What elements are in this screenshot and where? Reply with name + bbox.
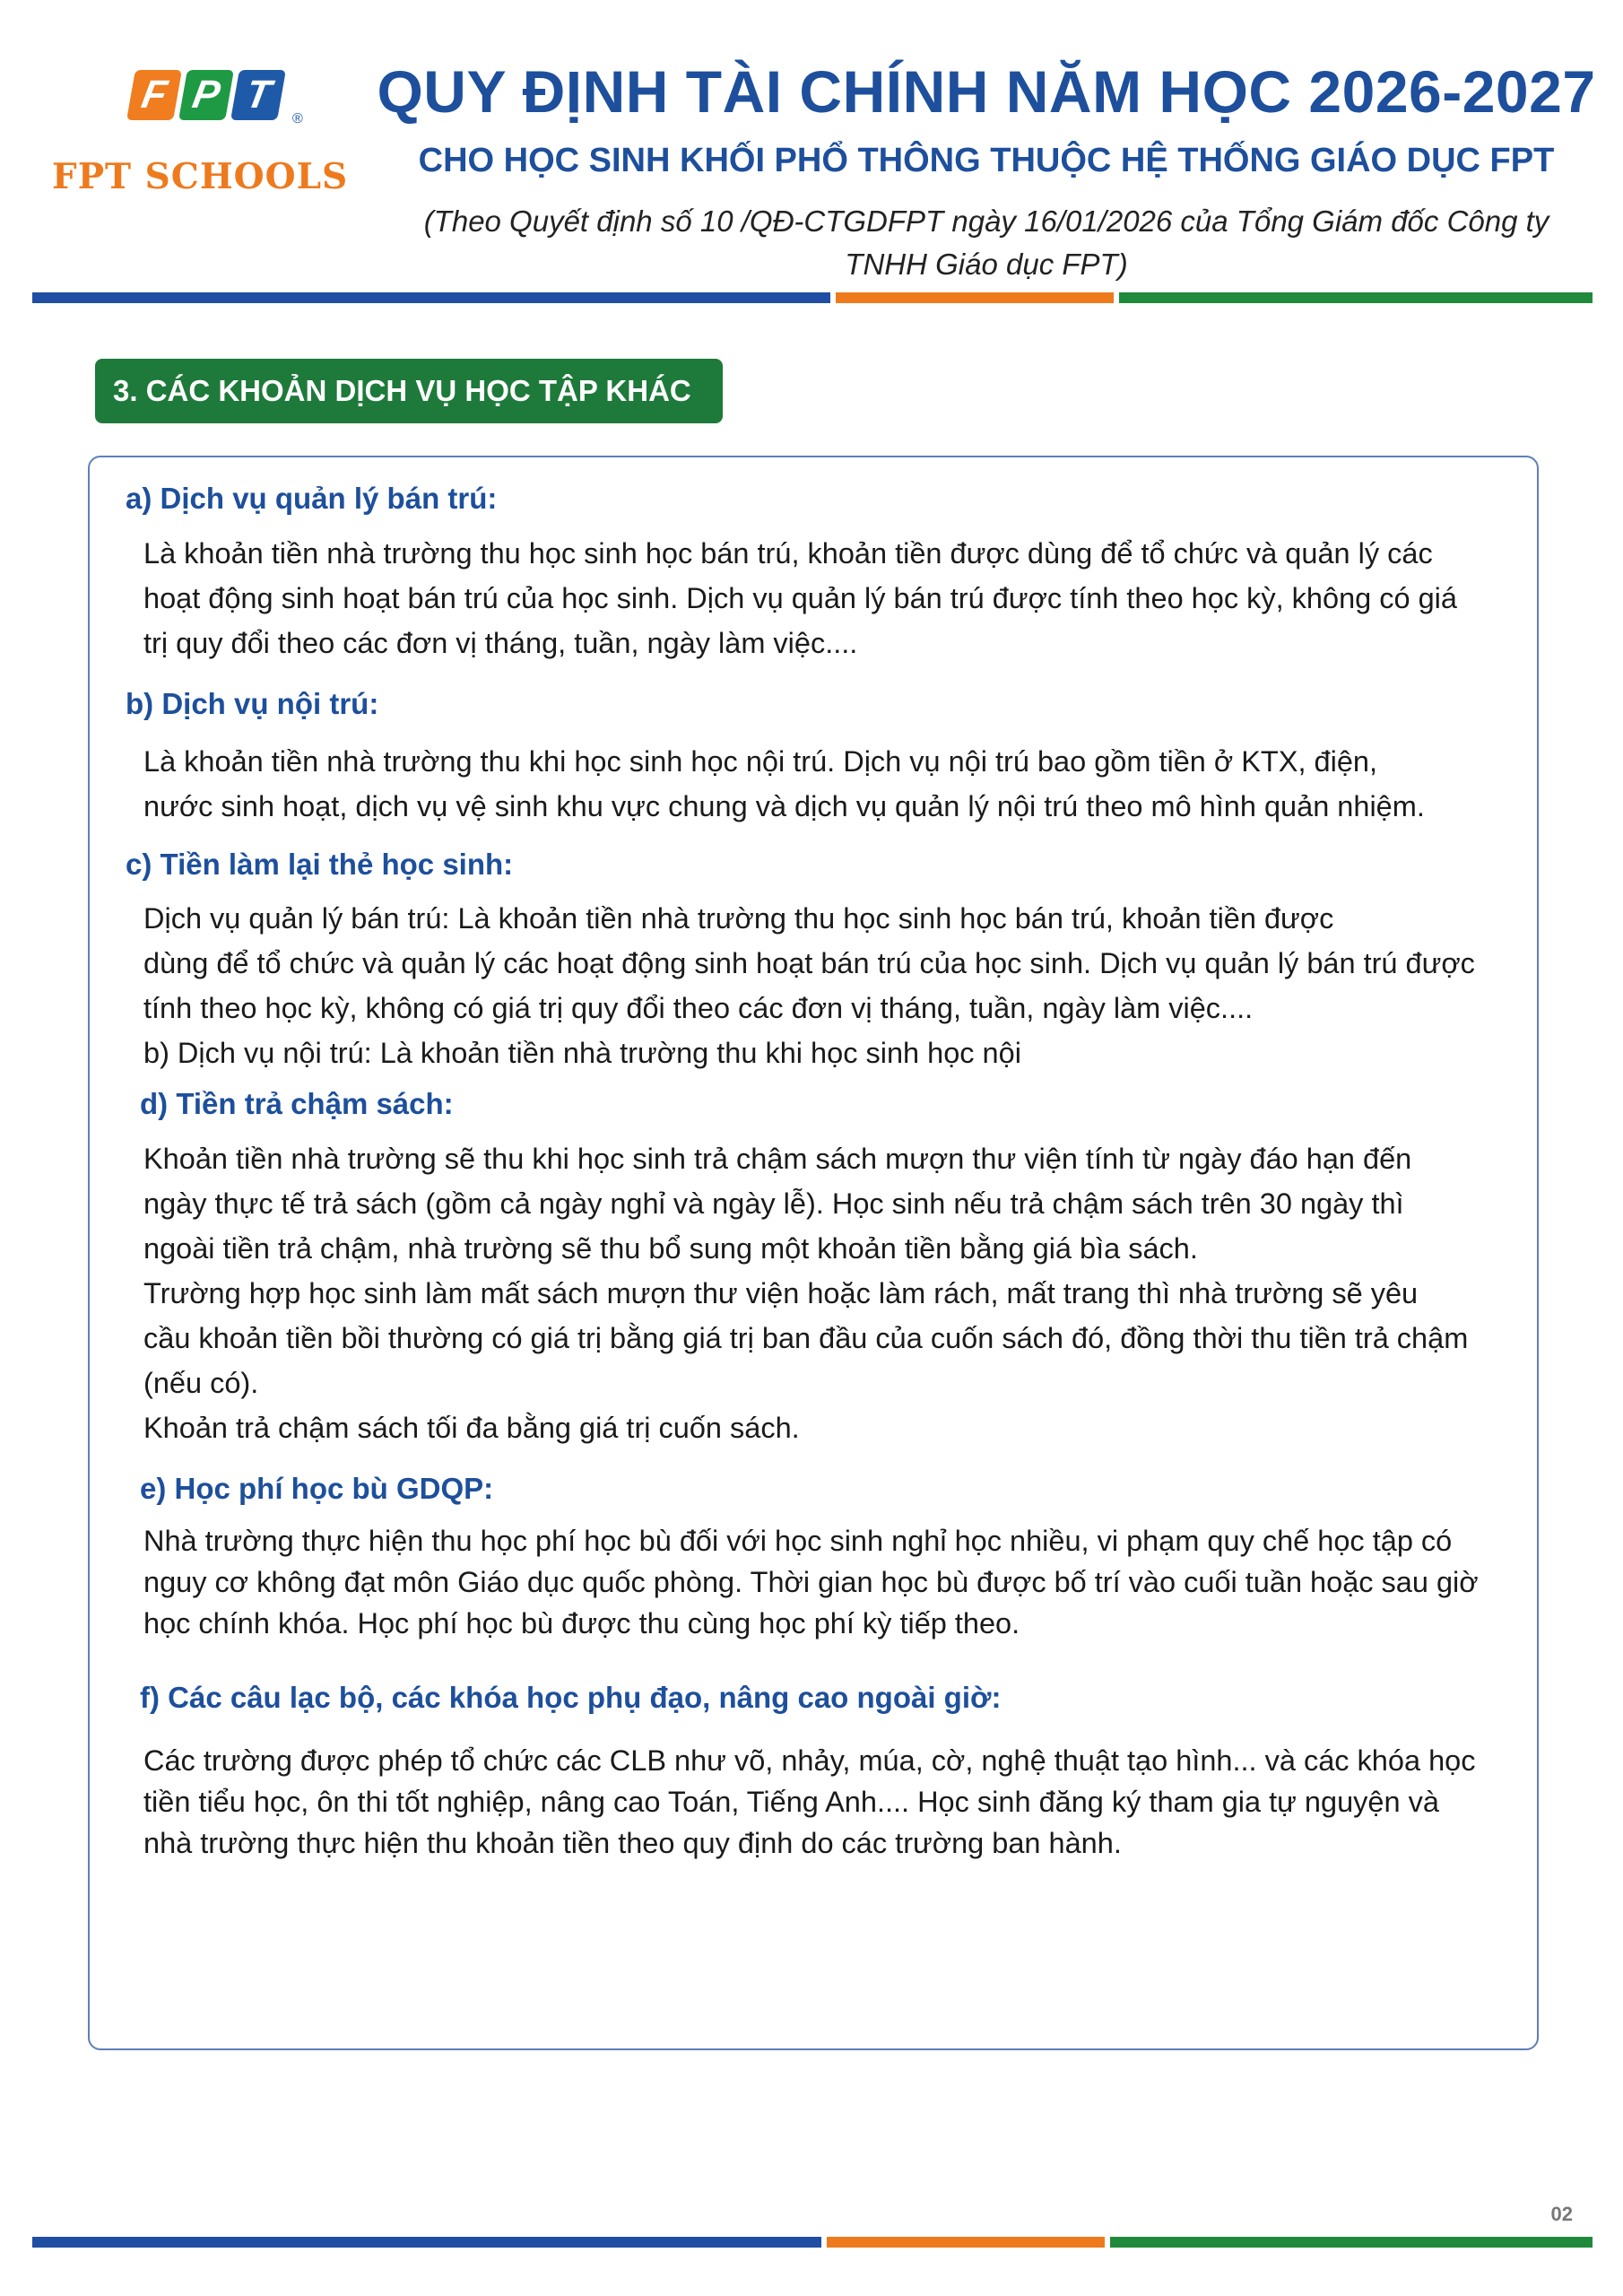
item-c-heading: c) Tiền làm lại thẻ học sinh: — [126, 848, 514, 881]
item-d-heading: d) Tiền trả chậm sách: — [140, 1087, 454, 1120]
registered-mark: ® — [292, 111, 303, 126]
section-title: 3. CÁC KHOẢN DỊCH VỤ HỌC TẬP KHÁC — [95, 359, 723, 423]
decision-note: (Theo Quyết định số 10 /QĐ-CTGDFPT ngày 16/01/2026 của Tổng Giám đốc Công ty TNHH Giáo dục FPT) — [423, 204, 1549, 281]
logo-tile-p: P — [178, 70, 234, 120]
header-divider — [32, 292, 1593, 303]
logo-tile-t: T — [230, 70, 286, 120]
document-title: QUY ĐỊNH TÀI CHÍNH NĂM HỌC 2026-2027 — [377, 58, 1596, 125]
logo-tile-f: F — [126, 70, 182, 120]
item-a-text: Là khoản tiền nhà trường thu học sinh học bán trú, khoản tiền được dùng để tổ chức và quản lý các hoạt động sinh hoạt bán trú của học sinh. Dịch vụ quản lý bán trú được tính theo học kỳ, không có giá trị quy đổi theo các đơn vị tháng, tuần, ngày làm việc.... — [143, 537, 1457, 659]
header — [359, 57, 1614, 286]
item-f-text: Các trường được phép tổ chức các CLB như võ, nhảy, múa, cờ, nghệ thuật tạo hình... và các khóa học tiền tiểu học, ôn thi tốt nghiệp, nâng cao Toán, Tiếng Anh.... Học sinh đăng ký tham gia tự nguyện và nhà trường thực hiện thu khoản tiền theo quy định do các trường ban hành. — [143, 1744, 1476, 1859]
item-b-text: Là khoản tiền nhà trường thu khi học sinh học nội trú. Dịch vụ nội trú bao gồm tiền ở KTX, điện, nước sinh hoạt, dịch vụ vệ sinh khu vực chung và dịch vụ quản lý nội trú theo mô hình quản nhiệm. — [143, 745, 1425, 822]
item-e-heading: e) Học phí học bù GDQP: — [140, 1472, 494, 1505]
item-e-text: Nhà trường thực hiện thu học phí học bù đối với học sinh nghỉ học nhiều, vi phạm quy chế học tập có nguy cơ không đạt môn Giáo dục quốc phòng. Thời gian học bù được bố trí vào cuối tuần hoặc sau giờ học chính khóa. Học phí học bù được thu cùng học phí kỳ tiếp theo. — [143, 1525, 1479, 1639]
item-f-heading: f) Các câu lạc bộ, các khóa học phụ đạo, nâng cao ngoài giờ: — [140, 1681, 1002, 1714]
logo-text: FPT SCHOOLS — [52, 156, 349, 197]
item-d-text: Khoản tiền nhà trường sẽ thu khi học sinh trả chậm sách mượn thư viện tính từ ngày đáo hạn đến ngày thực tế trả sách (gồm cả ngày nghỉ và ngày lễ). Học sinh nếu trả chậm sách trên 30 ngày thì ngoài tiền trả chậm, nhà trường sẽ thu bổ sung một khoản tiền bằng giá bìa sách. Trường hợp học sinh làm mất sách mượn thư viện hoặc làm rách, mất trang thì nhà trường sẽ yêu cầu khoản tiền bồi thường có giá trị bằng giá trị ban đầu của cuốn sách đó, đồng thời thu tiền trả chậm (nếu có). Khoản trả chậm sách tối đa bằng giá trị cuốn sách. — [143, 1143, 1469, 1444]
item-b-heading: b) Dịch vụ nội trú: — [126, 687, 379, 720]
page-number: 02 — [1550, 2203, 1573, 2225]
document-subtitle: CHO HỌC SINH KHỐI PHỔ THÔNG THUỘC HỆ THỐNG GIÁO DỤC FPT — [418, 142, 1555, 179]
fpt-logo-mark — [131, 70, 282, 120]
item-a-heading: a) Dịch vụ quản lý bán trú: — [126, 482, 498, 515]
fpt-schools-logo — [52, 66, 349, 210]
footer-divider — [32, 2237, 1593, 2248]
item-c-text: Dịch vụ quản lý bán trú: Là khoản tiền nhà trường thu học sinh học bán trú, khoản tiền được dùng để tổ chức và quản lý các hoạt động sinh hoạt bán trú của học sinh. Dịch vụ quản lý bán trú được tính theo học kỳ, không có giá trị quy đổi theo các đơn vị tháng, tuần, ngày làm việc.... b) Dịch vụ nội trú: Là khoản tiền nhà trường thu khi học sinh học nội — [143, 902, 1475, 1069]
